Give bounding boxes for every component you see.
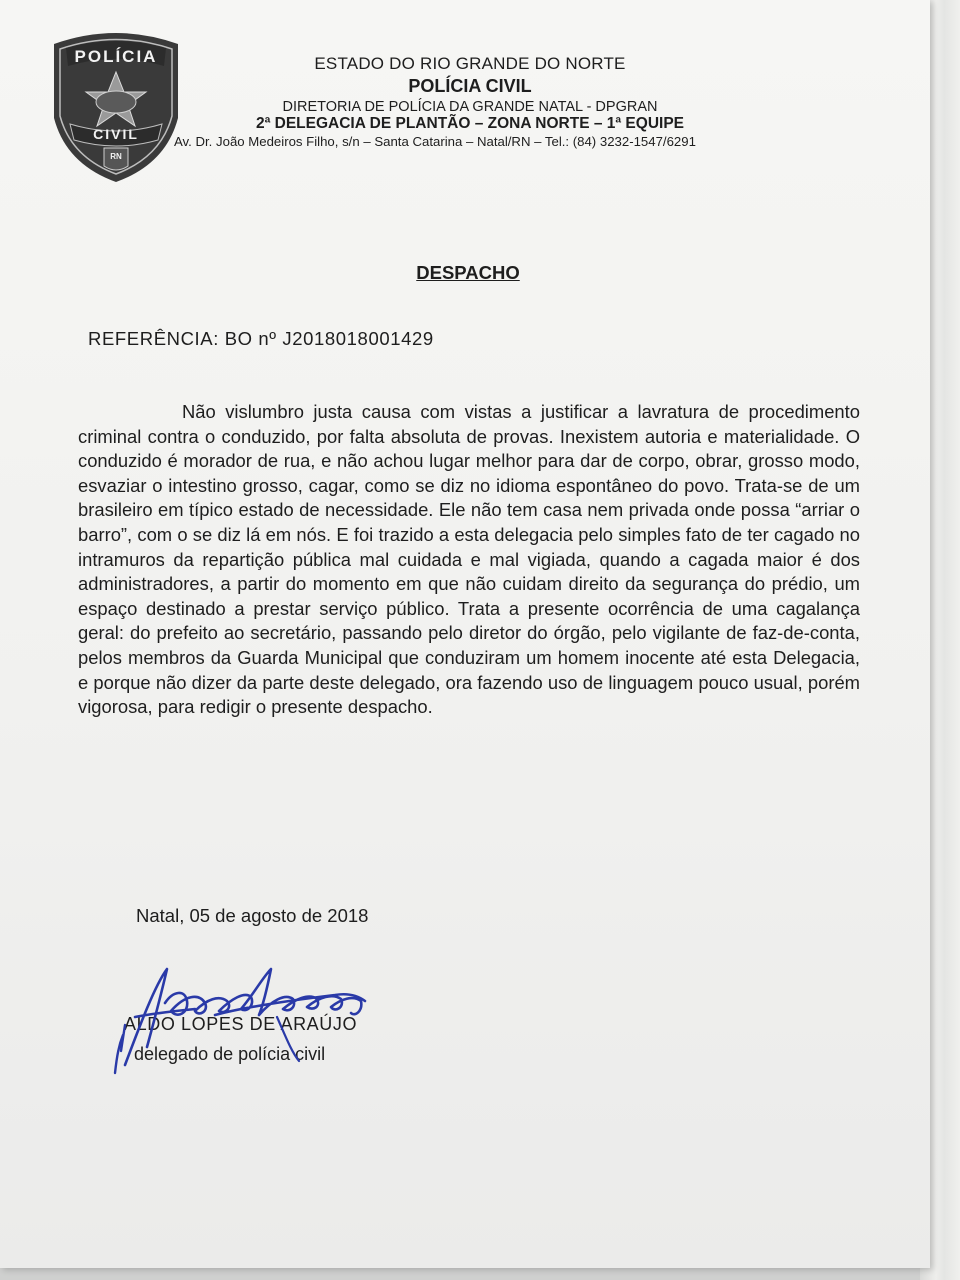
signer-name: ALDO LOPES DE ARAÚJO (124, 1014, 358, 1034)
body-paragraph: Não vislumbro justa causa com vistas a justificar a lavratura de procedimento criminal contra o conduzido, por falta absoluta de provas. Inexistem autoria e materialidade. O conduzido é morador de rua, e não achou lugar melhor para dar de corpo, obrar, grosso modo, esvaziar o intestino grosso, cagar, como se diz no idioma espontâneo do povo. Trata-se de um brasileiro em típico estado de necessidade. Ele não tem casa nem privada onde possa “arriar o barro”, com o se diz lá em nós. E foi trazido a esta delegacia pelo simples fato de ter cagado no intramuros da repartição pública mal cuidada e mal vigiada, quando a cagada maior é dos administradores, a partir do momento em que não cuidam direito da segurança do prédio, um espaço destinado a prestar serviço público. Trata a presente ocorrência de uma cagalança geral: do prefeito ao secretário, passando pelo diretor do órgão, pelo vigilante de faz-de-conta, pelos membros da Guarda Municipal que conduziram um homem inocente até esta Delegacia, e porque não dizer da parte deste delegado, ora fazendo uso de linguagem pouco usual, porém vigorosa, para redigir o presente despacho. (78, 401, 860, 718)
place-date: Natal, 05 de agosto de 2018 (136, 905, 369, 926)
svg-text:CIVIL: CIVIL (93, 126, 139, 142)
document-title: DESPACHO (416, 262, 520, 283)
letterhead (170, 54, 770, 149)
unit-name: 2ª DELEGACIA DE PLANTÃO – ZONA NORTE – 1ª EQUIPE (255, 115, 685, 132)
state-name: ESTADO DO RIO GRANDE DO NORTE (314, 54, 626, 73)
directorate-name: DIRETORIA DE POLÍCIA DA GRANDE NATAL - DPGRAN (282, 99, 658, 115)
svg-text:RN: RN (110, 152, 122, 161)
agency-name: POLÍCIA CIVIL (408, 76, 532, 96)
svg-text:POLÍCIA: POLÍCIA (74, 47, 158, 66)
reference-line: REFERÊNCIA: BO nº J2018018001429 (88, 328, 434, 349)
police-badge-logo (46, 26, 186, 186)
handwritten-signature (95, 955, 395, 1085)
address-line: Av. Dr. João Medeiros Filho, s/n – Santa Catarina – Natal/RN – Tel.: (84) 3232-1547/6291 (174, 134, 696, 149)
signer-role: delegado de polícia civil (134, 1044, 326, 1064)
